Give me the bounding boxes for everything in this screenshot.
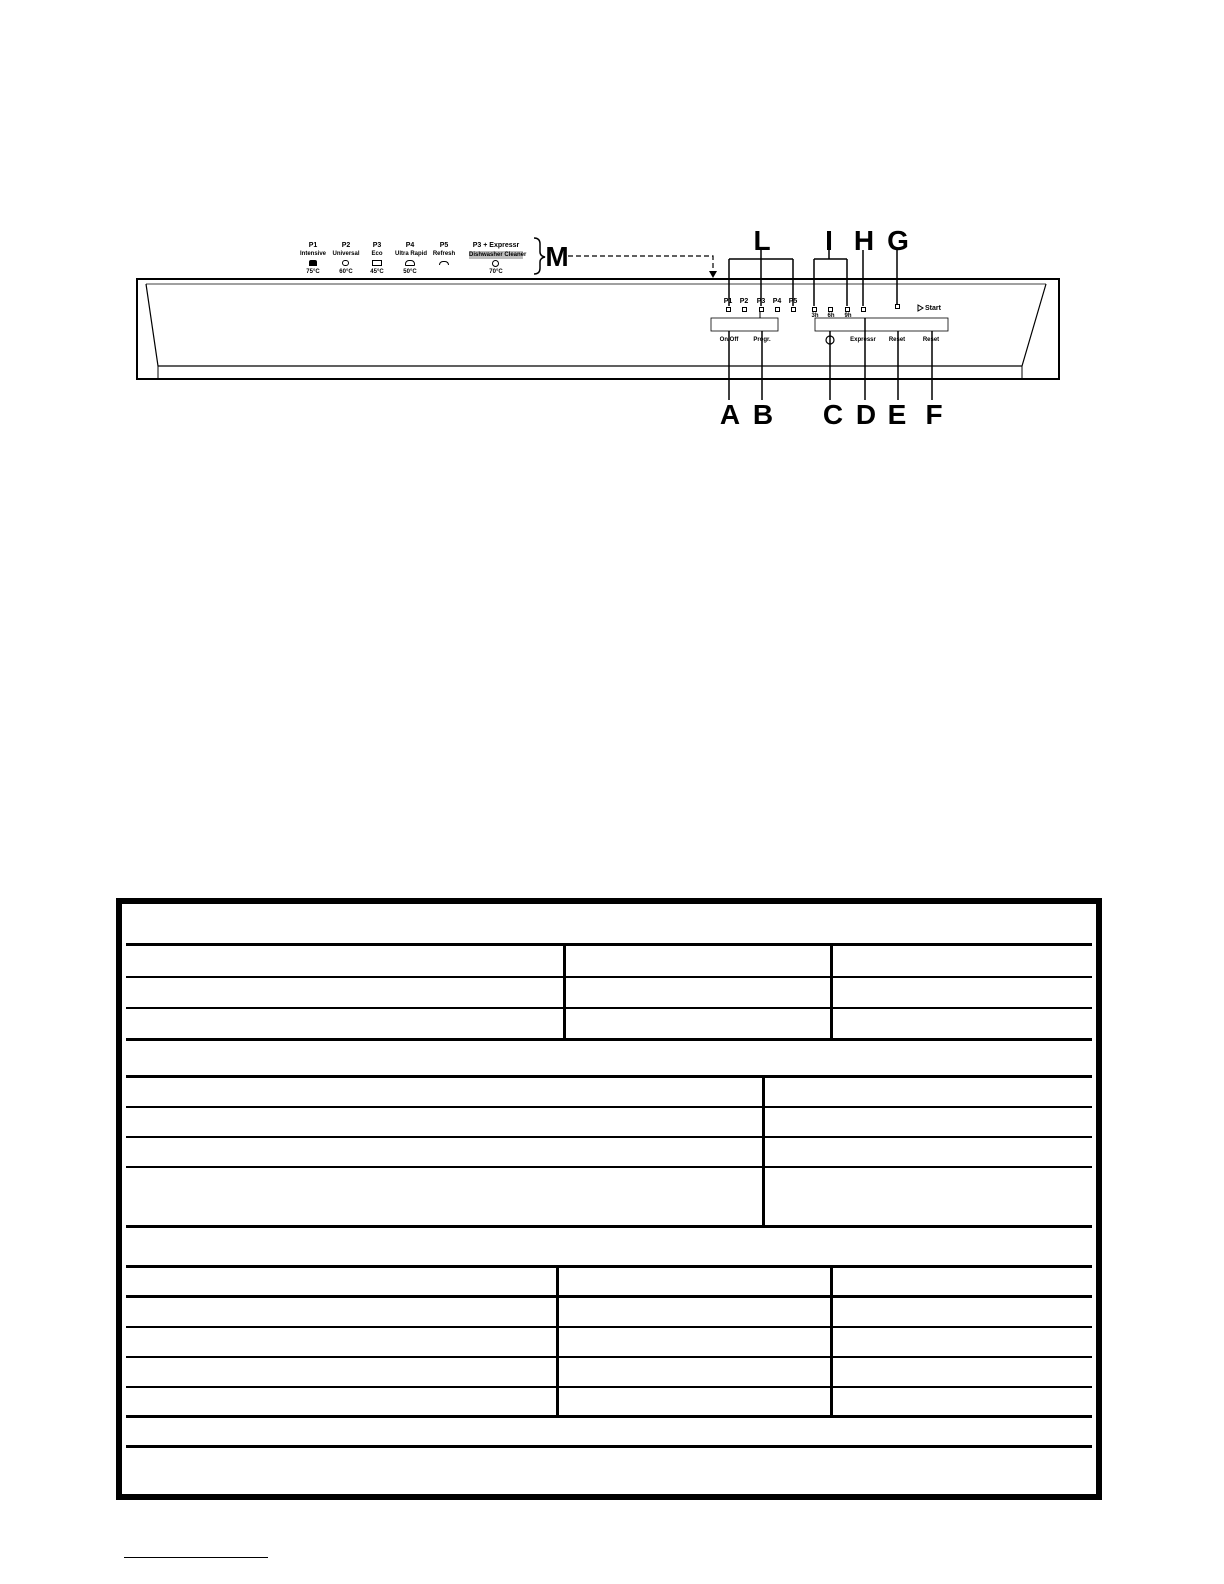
table-row — [126, 1009, 1092, 1041]
indicator-p5-led — [791, 307, 796, 312]
legend-p6-temp: 70°C — [489, 269, 503, 275]
legend-p2-name: Universal — [332, 251, 360, 257]
delay-6h-label: 6h — [827, 313, 835, 319]
delay-9h-label: 9h — [844, 313, 852, 319]
callout-e: E — [887, 399, 907, 430]
indicator-p2-label: P2 — [739, 298, 749, 305]
callout-l: L — [753, 225, 771, 256]
indicator-p1-label: P1 — [723, 298, 733, 305]
legend-p1-temp: 75°C — [306, 269, 320, 275]
legend-p4-code: P4 — [405, 242, 415, 249]
delay-3h-label: 3h — [811, 313, 819, 319]
callout-d: D — [855, 399, 877, 430]
section-2-header — [126, 1041, 1092, 1078]
table-row — [126, 1078, 1092, 1108]
footnote-rule — [124, 1557, 268, 1558]
indicator-p4-led — [775, 307, 780, 312]
delay-6h-led — [828, 307, 833, 312]
callout-a: A — [719, 399, 741, 430]
reset-button[interactable]: Reset — [922, 337, 940, 343]
delay-9h-led — [845, 307, 850, 312]
table-row — [126, 1298, 1092, 1328]
legend-p5-name: Refresh — [432, 251, 456, 257]
callout-i: I — [825, 225, 833, 256]
legend-p3-code: P3 — [372, 242, 382, 249]
legend-p5-code: P5 — [439, 242, 449, 249]
panel-lip — [146, 284, 1046, 366]
table-row — [126, 1168, 1092, 1228]
legend-p1-code: P1 — [308, 242, 318, 249]
indicator-p4-label: P4 — [772, 298, 782, 305]
table-row — [126, 1108, 1092, 1138]
callout-f: F — [925, 399, 943, 430]
reset-s-button[interactable]: Reset — [888, 337, 906, 343]
section-3-header — [126, 1228, 1092, 1268]
callout-b: B — [752, 399, 774, 430]
table-row — [126, 1358, 1092, 1388]
indicator-p3-label: P3 — [756, 298, 766, 305]
legend-p2-temp: 60°C — [339, 269, 353, 275]
legend-p4-name: Ultra Rapid — [394, 251, 427, 257]
callout-h: H — [853, 225, 875, 256]
table-row — [126, 978, 1092, 1009]
table-row — [126, 1138, 1092, 1168]
section-1-header — [126, 908, 1092, 946]
delay-3h-led — [812, 307, 817, 312]
legend-p4-temp: 50°C — [403, 269, 417, 275]
table-row — [126, 946, 1092, 978]
left-button-strip — [711, 318, 778, 331]
callout-c: C — [822, 399, 844, 430]
progr-button[interactable]: Progr. — [753, 337, 771, 343]
table-row — [126, 1448, 1092, 1494]
table-row — [126, 1418, 1092, 1448]
indicator-p3-led — [759, 307, 764, 312]
table-row — [126, 1328, 1092, 1358]
table-row — [126, 1268, 1092, 1298]
m-arrow-head — [709, 271, 717, 278]
indicator-h-led — [861, 307, 866, 312]
express-button[interactable]: Expressr — [850, 337, 876, 343]
panel-outline — [0, 0, 1224, 440]
panel-frame — [137, 279, 1059, 379]
legend-p3-name: Eco — [371, 251, 383, 257]
legend-p3-temp: 45°C — [370, 269, 384, 275]
on-off-button[interactable]: On/Off — [719, 337, 739, 343]
legend-p6-name: Dishwasher Cleaner — [469, 252, 527, 258]
indicator-g-led — [895, 304, 900, 309]
start-icon — [918, 305, 923, 311]
table-row — [126, 1388, 1092, 1418]
legend-p6-code: P3 + Expressr — [472, 242, 520, 249]
callout-g: G — [887, 225, 909, 256]
callout-m: M — [545, 241, 569, 272]
indicator-p1-led — [726, 307, 731, 312]
legend-p2-code: P2 — [341, 242, 351, 249]
m-arrow-line — [568, 256, 713, 272]
indicator-p2-led — [742, 307, 747, 312]
start-label: Start — [925, 305, 941, 312]
legend-p1-name: Intensive — [299, 251, 326, 257]
specification-table — [116, 898, 1102, 1500]
indicator-p5-label: P5 — [788, 298, 798, 305]
right-button-strip — [815, 318, 948, 331]
